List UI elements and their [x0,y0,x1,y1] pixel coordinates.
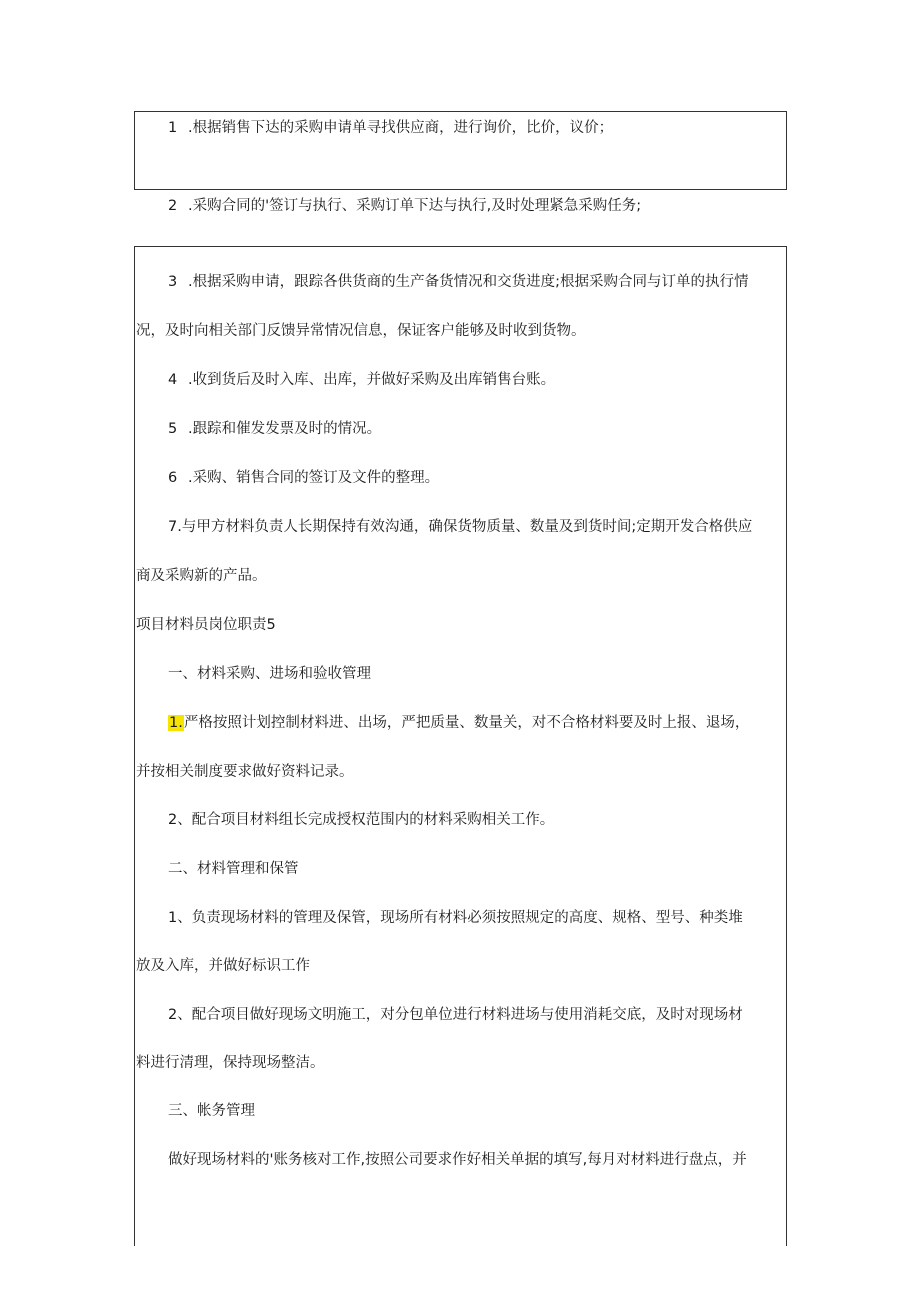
table-cell-2 [134,246,787,1246]
part1-para1: 1.严格按照计划控制材料进、出场，严把质量、数量关，对不合格材料要及时上报、退场， [169,715,750,731]
list-item-5: 5 .跟踪和催发发票及时的情况。 [168,421,382,437]
part1-para2: 2、配合项目材料组长完成授权范围内的材料采购相关工作。 [168,812,555,828]
list-item-7-cont: 商及采购新的产品。 [136,568,267,584]
section-title: 项目材料员岗位职责5 [136,617,276,633]
list-item-3-cont: 况，及时向相关部门反馈异常情况信息，保证客户能够及时收到货物。 [136,323,586,339]
list-item-2: 2 .采购合同的'签订与执行、采购订单下达与执行,及时处理紧急采购任务; [168,198,642,214]
highlight-mark: 1. [169,715,183,731]
list-item-1: 1 .根据销售下达的采购申请单寻找供应商，进行询价，比价，议价； [168,120,614,136]
list-item-4: 4 .收到货后及时入库、出库，并做好采购及出库销售台账。 [168,372,556,388]
list-item-7: 7.与甲方材料负责人长期保持有效沟通，确保货物质量、数量及到货时间;定期开发合格供应 [168,519,753,535]
part2-para1-cont: 放及入库，并做好标识工作 [136,958,310,974]
part2-heading: 二、材料管理和保管 [168,861,299,877]
part3-para1: 做好现场材料的'账务核对工作,按照公司要求作好相关单据的填写,每月对材料进行盘点，并 [168,1152,747,1168]
part3-heading: 三、帐务管理 [168,1103,255,1119]
part1-para1-cont: 并按相关制度要求做好资料记录。 [136,764,354,780]
list-item-3: 3 .根据采购申请，跟踪各供货商的生产备货情况和交货进度;根据采购合同与订单的执行情 [168,274,749,290]
part2-para1: 1、负责现场材料的管理及保管，现场所有材料必须按照规定的高度、规格、型号、种类堆 [168,910,743,926]
part2-para2: 2、配合项目做好现场文明施工，对分包单位进行材料进场与使用消耗交底，及时对现场材 [168,1007,743,1023]
list-item-6: 6 .采购、销售合同的签订及文件的整理。 [168,470,440,486]
part1-heading: 一、材料采购、进场和验收管理 [168,666,371,682]
part2-para2-cont: 料进行清理，保持现场整洁。 [136,1055,325,1071]
